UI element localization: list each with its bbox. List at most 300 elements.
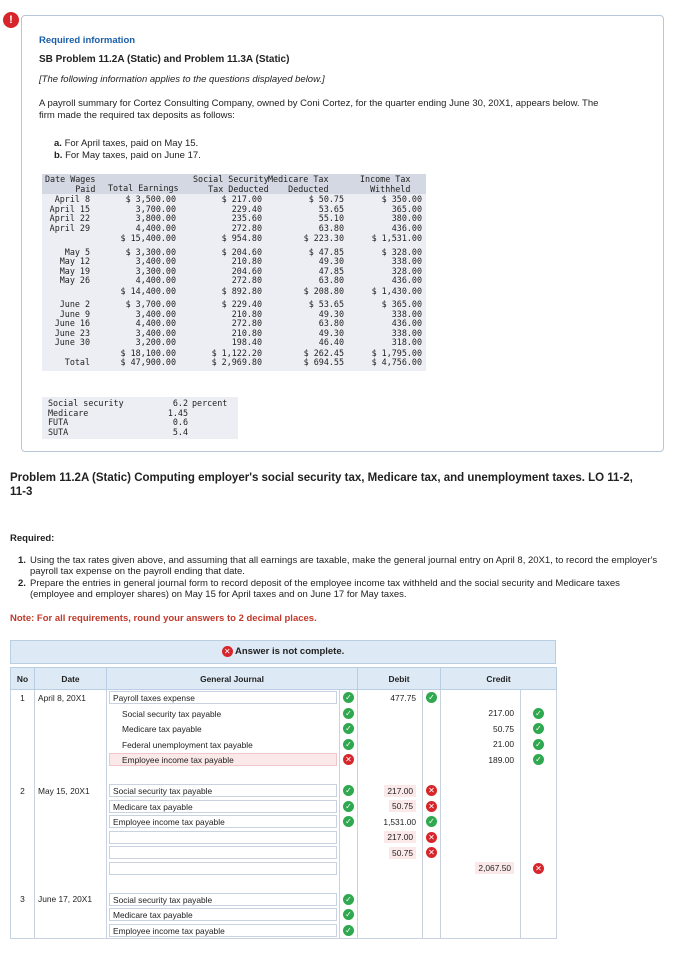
entry-date [35, 830, 107, 846]
debit-input[interactable] [358, 907, 423, 923]
account-status [340, 892, 358, 908]
debit-status [423, 923, 441, 939]
payroll-ss-cell: 229.40 [231, 203, 262, 214]
payroll-date-cell: June 2 [59, 299, 90, 309]
account-select[interactable]: Social security tax payable [122, 708, 222, 719]
payroll-medicare-cell: 49.30 [318, 256, 344, 266]
account-status [340, 907, 358, 923]
payroll-date-cell: April 29 [49, 222, 90, 233]
entry-date [35, 923, 107, 939]
debit-check-icon: ✓ [426, 816, 437, 827]
entry-date [35, 737, 107, 753]
account-status [340, 737, 358, 753]
col-dates [42, 195, 90, 368]
entry-number [11, 814, 35, 830]
entry-date [35, 845, 107, 861]
credit-status [521, 861, 557, 877]
credit-input[interactable] [441, 783, 521, 799]
debit-check-icon: ✓ [426, 692, 437, 703]
payroll-earnings-cell: 3,400.00 [135, 256, 176, 266]
entry-date [35, 861, 107, 877]
debit-input[interactable] [358, 690, 423, 706]
account-status [340, 830, 358, 846]
journal-row [11, 706, 557, 722]
payroll-medicare-cell: 47.85 [318, 265, 344, 276]
journal-row [11, 721, 557, 737]
payroll-medicare-cell: 49.30 [318, 308, 344, 319]
account-check-icon: ✓ [343, 708, 354, 719]
entry-number [11, 907, 35, 923]
payroll-medicare-cell: 63.80 [318, 275, 344, 285]
req2-text: Prepare the entries in general journal form to record deposit of the employee income tax withheld and the social security and Medicare taxes (employee and employer shares) on May 15 for April taxes and on June 17 for May taxes. [30, 578, 620, 600]
payroll-income-cell: 436.00 [391, 222, 422, 233]
payroll-earnings-cell: $ 3,500.00 [125, 194, 176, 204]
payroll-income-cell: 436.00 [391, 318, 422, 328]
entry-date [35, 907, 107, 923]
entry-number: 1 [11, 690, 35, 706]
payroll-earnings-cell: $ 3,300.00 [125, 246, 176, 257]
credit-input[interactable] [441, 706, 521, 722]
header-no: No [11, 668, 35, 690]
account-select[interactable]: Medicare tax payable [109, 800, 337, 813]
account-select[interactable]: Employee income tax payable [109, 815, 337, 828]
credit-input[interactable] [441, 737, 521, 753]
account-status [340, 799, 358, 815]
payroll-medicare-cell: 53.65 [318, 203, 344, 214]
debit-status [423, 814, 441, 830]
entry-date [35, 721, 107, 737]
payroll-earnings-cell: 3,400.00 [135, 327, 176, 338]
deposit-b-label: b. [54, 150, 63, 161]
payroll-ss-cell: $ 1,122.20 [211, 347, 262, 358]
entry-number: 3 [11, 892, 35, 908]
entry-number [11, 830, 35, 846]
debit-status [423, 892, 441, 908]
credit-input[interactable] [441, 907, 521, 923]
journal-row [11, 830, 557, 846]
entry-number [11, 737, 35, 753]
payroll-earnings-cell: $ 3,700.00 [125, 299, 176, 309]
account-check-icon: ✓ [343, 909, 354, 920]
credit-input[interactable] [441, 861, 521, 877]
debit-input[interactable] [358, 814, 423, 830]
credit-value: 189.00 [488, 754, 515, 765]
credit-status [521, 892, 557, 908]
entry-date: May 15, 20X1 [35, 783, 107, 799]
payroll-ss-cell: 198.40 [231, 337, 262, 347]
credit-check-icon: ✓ [533, 708, 544, 719]
rate-value: 1.45 [167, 407, 188, 418]
account-status [340, 690, 358, 706]
payroll-ss-cell: 272.80 [231, 222, 262, 233]
payroll-earnings-cell: 4,400.00 [135, 222, 176, 233]
credit-value: 2,067.50 [475, 862, 514, 874]
credit-status [521, 923, 557, 939]
payroll-earnings-cell: $ 14,400.00 [120, 285, 176, 296]
payroll-ss-cell: 210.80 [231, 308, 262, 319]
credit-input[interactable] [441, 892, 521, 908]
intro-note: [The following information applies to the questions displayed below.] [39, 74, 325, 85]
journal-row [11, 737, 557, 753]
debit-value: 217.00 [384, 831, 416, 843]
debit-status [423, 861, 441, 877]
debit-input[interactable] [358, 830, 423, 846]
payroll-ss-cell: 272.80 [231, 318, 262, 328]
rate-label: FUTA [48, 417, 69, 427]
header-date: Date [35, 668, 107, 690]
col-header-earnings: Total Earnings [108, 183, 179, 193]
journal-row [11, 923, 557, 939]
account-status [340, 706, 358, 722]
credit-error-icon: ✕ [533, 863, 544, 874]
payroll-ss-cell: $ 204.60 [221, 246, 262, 257]
credit-input[interactable] [441, 799, 521, 815]
payroll-medicare-cell: 63.80 [318, 222, 344, 233]
entry-number [11, 861, 35, 877]
journal-body [11, 690, 557, 939]
payroll-ss-cell: 210.80 [231, 327, 262, 338]
account-check-icon: ✓ [343, 801, 354, 812]
debit-input[interactable] [358, 923, 423, 939]
payroll-medicare-cell: 46.40 [318, 337, 344, 347]
required-info-heading: Required information [39, 35, 136, 46]
payroll-ss-cell: $ 217.00 [221, 194, 262, 204]
credit-status [521, 737, 557, 753]
entry-number [11, 799, 35, 815]
entry-number [11, 845, 35, 861]
payroll-earnings-cell: 3,300.00 [135, 265, 176, 276]
payroll-earnings-cell: 3,400.00 [135, 308, 176, 319]
payroll-date-cell [42, 287, 90, 297]
journal-spacer-row [11, 768, 557, 784]
payroll-earnings-cell: 3,200.00 [135, 337, 176, 347]
payroll-income-cell: 338.00 [391, 256, 422, 266]
payroll-date-cell: April 8 [54, 194, 90, 204]
payroll-ss-cell: 235.60 [231, 213, 262, 223]
account-check-icon: ✓ [343, 816, 354, 827]
payroll-income-cell: 328.00 [391, 265, 422, 276]
incorrect-icon: ✕ [222, 646, 233, 657]
debit-value: 50.75 [389, 800, 416, 812]
alert-icon: ! [3, 12, 19, 28]
payroll-date-cell: May 5 [64, 246, 90, 257]
debit-input[interactable] [358, 892, 423, 908]
payroll-medicare-cell: 49.30 [318, 327, 344, 338]
credit-status [521, 799, 557, 815]
credit-value: 217.00 [488, 708, 515, 719]
rate-labels [48, 399, 124, 437]
payroll-earnings-cell: $ 18,100.00 [120, 347, 176, 358]
payroll-ss-cell: 204.60 [231, 265, 262, 276]
account-select[interactable]: Employee income tax payable [109, 924, 337, 937]
debit-error-icon: ✕ [426, 801, 437, 812]
payroll-date-cell: Total [64, 357, 90, 367]
payroll-income-cell: 436.00 [391, 275, 422, 285]
account-select[interactable]: Medicare tax payable [109, 908, 337, 921]
payroll-earnings-cell: $ 15,400.00 [120, 233, 176, 243]
payroll-medicare-cell: 55.10 [318, 213, 344, 223]
credit-input[interactable] [441, 923, 521, 939]
debit-error-icon: ✕ [426, 785, 437, 796]
requirement-2 [18, 578, 658, 600]
debit-status [423, 721, 441, 737]
credit-input[interactable] [441, 830, 521, 846]
account-check-icon: ✓ [343, 692, 354, 703]
account-status [340, 814, 358, 830]
entry-number [11, 706, 35, 722]
payroll-summary-table [42, 174, 426, 371]
payroll-earnings-cell: 4,400.00 [135, 318, 176, 328]
payroll-date-cell: June 23 [54, 327, 90, 338]
payroll-income-cell: 365.00 [391, 203, 422, 214]
credit-input[interactable] [441, 690, 521, 706]
debit-status [423, 737, 441, 753]
credit-check-icon: ✓ [533, 739, 544, 750]
payroll-medicare-cell: 63.80 [318, 318, 344, 328]
col-header-income: Income Tax Withheld [360, 174, 411, 194]
payroll-medicare-cell: $ 47.85 [308, 246, 344, 257]
rate-unit: percent [192, 398, 228, 408]
entry-number [11, 923, 35, 939]
journal-row [11, 861, 557, 877]
credit-value: 21.00 [493, 739, 515, 750]
general-journal-table [10, 667, 557, 939]
journal-row [11, 752, 557, 768]
debit-input[interactable] [358, 721, 423, 737]
payroll-medicare-cell: $ 53.65 [308, 299, 344, 309]
payroll-income-cell: $ 350.00 [381, 194, 422, 204]
header-credit: Credit [441, 668, 557, 690]
payroll-medicare-cell: $ 50.75 [308, 194, 344, 204]
payroll-income-cell: 338.00 [391, 327, 422, 338]
problem-title: SB Problem 11.2A (Static) and Problem 11.3A (Static) [39, 54, 290, 65]
payroll-ss-cell: $ 229.40 [221, 299, 262, 309]
account-select[interactable] [109, 862, 337, 875]
debit-input[interactable] [358, 861, 423, 877]
credit-status [521, 752, 557, 768]
credit-input[interactable] [441, 721, 521, 737]
deposit-a-label: a. [54, 138, 62, 149]
journal-row [11, 845, 557, 861]
payroll-earnings-cell: 3,800.00 [135, 213, 176, 223]
payroll-ss-cell: $ 954.80 [221, 233, 262, 243]
account-status [340, 923, 358, 939]
debit-error-icon: ✕ [426, 847, 437, 858]
account-select[interactable]: Payroll taxes expense [109, 691, 337, 704]
account-error-icon: ✕ [343, 754, 354, 765]
rounding-note: Note: For all requirements, round your answers to 2 decimal places. [10, 613, 317, 624]
payroll-medicare-cell: $ 262.45 [303, 347, 344, 358]
required-heading: Required: [10, 533, 55, 544]
rate-value: 0.6 [172, 417, 188, 427]
payroll-date-cell: June 16 [54, 318, 90, 328]
payroll-earnings-cell: 4,400.00 [135, 275, 176, 285]
debit-status [423, 907, 441, 923]
debit-input[interactable] [358, 845, 423, 861]
entry-number: 2 [11, 783, 35, 799]
journal-spacer-row [11, 876, 557, 892]
account-status [340, 861, 358, 877]
credit-status [521, 783, 557, 799]
account-status [340, 752, 358, 768]
payroll-earnings-cell: $ 47,900.00 [120, 357, 176, 367]
credit-status [521, 845, 557, 861]
account-select[interactable]: Employee income tax payable [109, 753, 337, 766]
header-general-journal: General Journal [107, 668, 358, 690]
debit-status [423, 799, 441, 815]
entry-date: June 17, 20X1 [35, 892, 107, 908]
requirement-1 [18, 555, 658, 577]
deposit-b-text: For May taxes, paid on June 17. [65, 150, 201, 161]
debit-input[interactable] [358, 783, 423, 799]
problem-11-2a-title: Problem 11.2A (Static) Computing employer's social security tax, Medicare tax, and unemployment taxes. LO 11-2, 11-3 [10, 472, 633, 498]
credit-check-icon: ✓ [533, 723, 544, 734]
account-check-icon: ✓ [343, 894, 354, 905]
debit-value: 1,531.00 [383, 816, 417, 827]
debit-input[interactable] [358, 799, 423, 815]
credit-status [521, 907, 557, 923]
payroll-income-cell: 338.00 [391, 308, 422, 319]
debit-status [423, 690, 441, 706]
payroll-income-cell: 318.00 [391, 337, 422, 347]
credit-check-icon: ✓ [533, 754, 544, 765]
entry-date [35, 706, 107, 722]
account-check-icon: ✓ [343, 785, 354, 796]
payroll-date-cell [42, 234, 90, 244]
payroll-income-cell: $ 328.00 [381, 246, 422, 257]
rate-value: 5.4 [172, 426, 188, 437]
payroll-date-cell: May 12 [59, 256, 90, 266]
credit-status [521, 814, 557, 830]
account-check-icon: ✓ [343, 723, 354, 734]
debit-input[interactable] [358, 752, 423, 768]
account-check-icon: ✓ [343, 925, 354, 936]
journal-row [11, 799, 557, 815]
col-header-date: Date Wages Paid [45, 174, 96, 194]
payroll-medicare-cell: $ 223.30 [303, 233, 344, 243]
account-select[interactable] [109, 831, 337, 844]
payroll-ss-cell: $ 892.80 [221, 285, 262, 296]
journal-row [11, 814, 557, 830]
rate-value: 6.2 [172, 398, 188, 408]
payroll-earnings-cell: 3,700.00 [135, 203, 176, 214]
entry-number [11, 721, 35, 737]
problem-description: A payroll summary for Cortez Consulting Company, owned by Coni Cortez, for the quarter ending June 30, 20X1, appears below. The firm made the required tax deposits as follows: [39, 98, 599, 121]
deposit-a [54, 138, 201, 150]
account-select[interactable]: Social security tax payable [109, 784, 337, 797]
account-select[interactable] [109, 846, 337, 859]
col-ss [192, 195, 262, 368]
col-earnings [94, 195, 176, 368]
entry-date [35, 814, 107, 830]
account-select[interactable]: Federal unemployment tax payable [122, 739, 253, 750]
rate-label: SUTA [48, 426, 69, 437]
rate-label: Medicare [48, 407, 89, 418]
entry-date: April 8, 20X1 [35, 690, 107, 706]
credit-input[interactable] [441, 752, 521, 768]
journal-row [11, 892, 557, 908]
col-income [354, 195, 422, 368]
debit-status [423, 783, 441, 799]
deposit-list [54, 138, 201, 162]
entry-date [35, 752, 107, 768]
col-header-medicare: Medicare Tax Deducted [268, 174, 329, 194]
deposit-a-text: For April taxes, paid on May 15. [64, 138, 199, 149]
payroll-income-cell: 380.00 [391, 213, 422, 223]
debit-value: 50.75 [389, 847, 416, 859]
debit-status [423, 830, 441, 846]
payroll-date-cell: April 22 [49, 213, 90, 223]
payroll-date-cell: June 9 [59, 308, 90, 319]
credit-input[interactable] [441, 814, 521, 830]
account-status [340, 845, 358, 861]
debit-status [423, 706, 441, 722]
payroll-medicare-cell: $ 694.55 [303, 357, 344, 367]
account-check-icon: ✓ [343, 739, 354, 750]
credit-input[interactable] [441, 845, 521, 861]
credit-status [521, 830, 557, 846]
deposit-b [54, 150, 201, 162]
credit-status [521, 690, 557, 706]
col-header-ss: Social Security Tax Deducted [193, 174, 269, 194]
journal-row [11, 783, 557, 799]
payroll-date-cell: April 15 [49, 203, 90, 214]
requirements-list [18, 555, 658, 601]
payroll-income-cell: $ 1,531.00 [371, 233, 422, 243]
tax-rates-table [42, 397, 238, 439]
credit-status [521, 706, 557, 722]
payroll-date-cell: May 26 [59, 275, 90, 285]
account-select[interactable]: Social security tax payable [109, 893, 337, 906]
debit-value: 217.00 [384, 785, 416, 797]
payroll-ss-cell: 210.80 [231, 256, 262, 266]
debit-value: 477.75 [390, 692, 417, 703]
credit-value: 50.75 [493, 723, 515, 734]
req1-number: 1. [18, 555, 26, 566]
payroll-date-cell: June 30 [54, 337, 90, 347]
payroll-income-cell: $ 1,430.00 [371, 285, 422, 296]
debit-error-icon: ✕ [426, 832, 437, 843]
answer-status-text: Answer is not complete. [235, 646, 345, 657]
account-status [340, 721, 358, 737]
entry-number [11, 752, 35, 768]
debit-status [423, 845, 441, 861]
payroll-date-cell: May 19 [59, 265, 90, 276]
account-status [340, 783, 358, 799]
answer-status-bar [10, 640, 556, 664]
payroll-income-cell: $ 1,795.00 [371, 347, 422, 358]
journal-row [11, 690, 557, 706]
debit-input[interactable] [358, 737, 423, 753]
rate-label: Social security [48, 398, 124, 408]
payroll-medicare-cell: $ 208.80 [303, 285, 344, 296]
rate-values [162, 399, 188, 437]
payroll-income-cell: $ 4,756.00 [371, 357, 422, 367]
req1-text: Using the tax rates given above, and assuming that all earnings are taxable, make the general journal entry on April 8, 20X1, to record the employer's payroll tax expense on the payroll ending that date. [30, 555, 658, 577]
journal-row [11, 907, 557, 923]
account-select[interactable]: Medicare tax payable [122, 724, 202, 735]
req2-number: 2. [18, 578, 26, 589]
debit-input[interactable] [358, 706, 423, 722]
credit-status [521, 721, 557, 737]
entry-date [35, 799, 107, 815]
payroll-ss-cell: $ 2,969.80 [211, 357, 262, 367]
col-medicare [280, 195, 344, 368]
payroll-income-cell: $ 365.00 [381, 299, 422, 309]
header-debit: Debit [358, 668, 441, 690]
payroll-ss-cell: 272.80 [231, 275, 262, 285]
debit-status [423, 752, 441, 768]
